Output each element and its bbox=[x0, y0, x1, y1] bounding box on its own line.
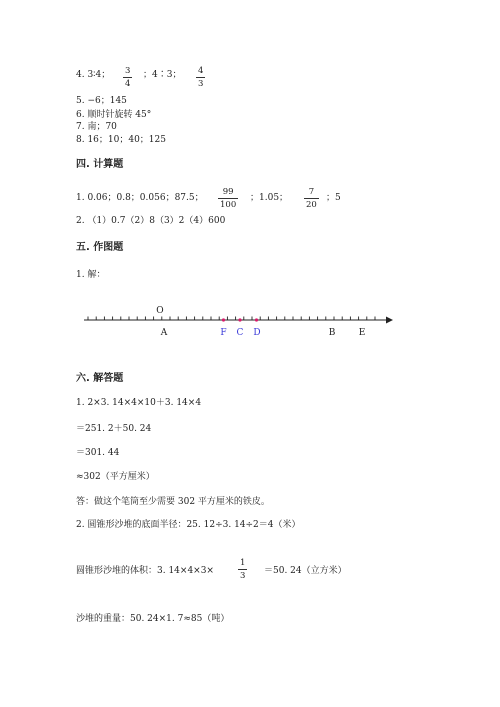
label-a: A bbox=[160, 328, 168, 338]
q4-frac1-num: 3 bbox=[125, 66, 131, 76]
section-5-title: 五. 作图题 bbox=[76, 242, 124, 253]
solve2-frac-num: 1 bbox=[240, 558, 246, 568]
solve2-frac-den: 3 bbox=[240, 571, 246, 581]
q4-fraction-1 bbox=[123, 66, 132, 89]
section-4-title: 四. 计算题 bbox=[76, 159, 124, 170]
label-e: E bbox=[358, 328, 366, 338]
solve2-line-1: 2. 圆锥形沙堆的底面半径：25. 12÷3. 14÷2＝4（米） bbox=[76, 520, 301, 530]
solve1-line-3: ＝301. 44 bbox=[76, 448, 120, 458]
solve2-fraction bbox=[238, 558, 247, 581]
q4-frac1-den: 4 bbox=[125, 79, 131, 89]
solve2-line-2-suffix: ＝50. 24（立方米） bbox=[264, 566, 347, 576]
number-line-arrow-icon bbox=[386, 317, 393, 324]
solve1-line-2: ＝251. 2＋50. 24 bbox=[76, 424, 152, 434]
q4-separator: ；4∶3； bbox=[143, 70, 182, 80]
point-f-marker bbox=[222, 318, 225, 321]
label-f: F bbox=[220, 328, 227, 338]
calc1-frac1-den: 100 bbox=[220, 200, 237, 210]
point-c-marker bbox=[238, 318, 241, 321]
solve1-line-1: 1. 2×3. 14×4×10＋3. 14×4 bbox=[76, 398, 202, 408]
solve1-line-4: ≈302（平方厘米） bbox=[76, 472, 155, 482]
calc1-frac1-num: 99 bbox=[222, 187, 234, 197]
calc1-fraction-2 bbox=[304, 187, 319, 210]
q4-frac2-den: 3 bbox=[198, 79, 204, 89]
label-d: D bbox=[253, 328, 261, 338]
label-b: B bbox=[328, 328, 336, 338]
calc1-frac2-den: 20 bbox=[306, 200, 317, 210]
calc1-frac2-num: 7 bbox=[308, 187, 315, 197]
solve2-line-3: 沙堆的重量：50. 24×1. 7≈85（吨） bbox=[76, 614, 230, 624]
q6-answer: 6. 顺时针旋转 45° bbox=[76, 110, 152, 120]
calc1-fraction-1 bbox=[218, 187, 238, 210]
calc2-answer: 2. （1）0.7（2）8（3）2（4）600 bbox=[76, 216, 226, 226]
calc1-middle: ；1.05； bbox=[250, 193, 289, 203]
section-5-answer-label: 1. 解： bbox=[76, 270, 106, 280]
number-line bbox=[80, 300, 400, 345]
origin-label: O bbox=[156, 306, 164, 316]
q7-answer: 7. 南；70 bbox=[76, 122, 117, 132]
q5-answer: 5. −6；145 bbox=[76, 96, 127, 106]
q8-answer: 8. 16；10；40；125 bbox=[76, 135, 166, 145]
solve1-answer: 答：做这个笔筒至少需要 302 平方厘米的铁皮。 bbox=[76, 497, 270, 507]
section-6-title: 六. 解答题 bbox=[76, 373, 124, 384]
calc1-prefix: 1. 0.06；0.8；0.056；87.5； bbox=[76, 193, 204, 203]
calc1-suffix: ；5 bbox=[326, 193, 341, 203]
solve2-line-2-prefix: 圆锥形沙堆的体积：3. 14×4×3× bbox=[76, 566, 214, 576]
label-c: C bbox=[236, 328, 244, 338]
q4-fraction-2 bbox=[196, 66, 205, 89]
q4-frac2-num: 4 bbox=[198, 66, 204, 76]
point-d-marker bbox=[255, 318, 258, 321]
q4-prefix: 4. 3∶4； bbox=[76, 70, 111, 80]
